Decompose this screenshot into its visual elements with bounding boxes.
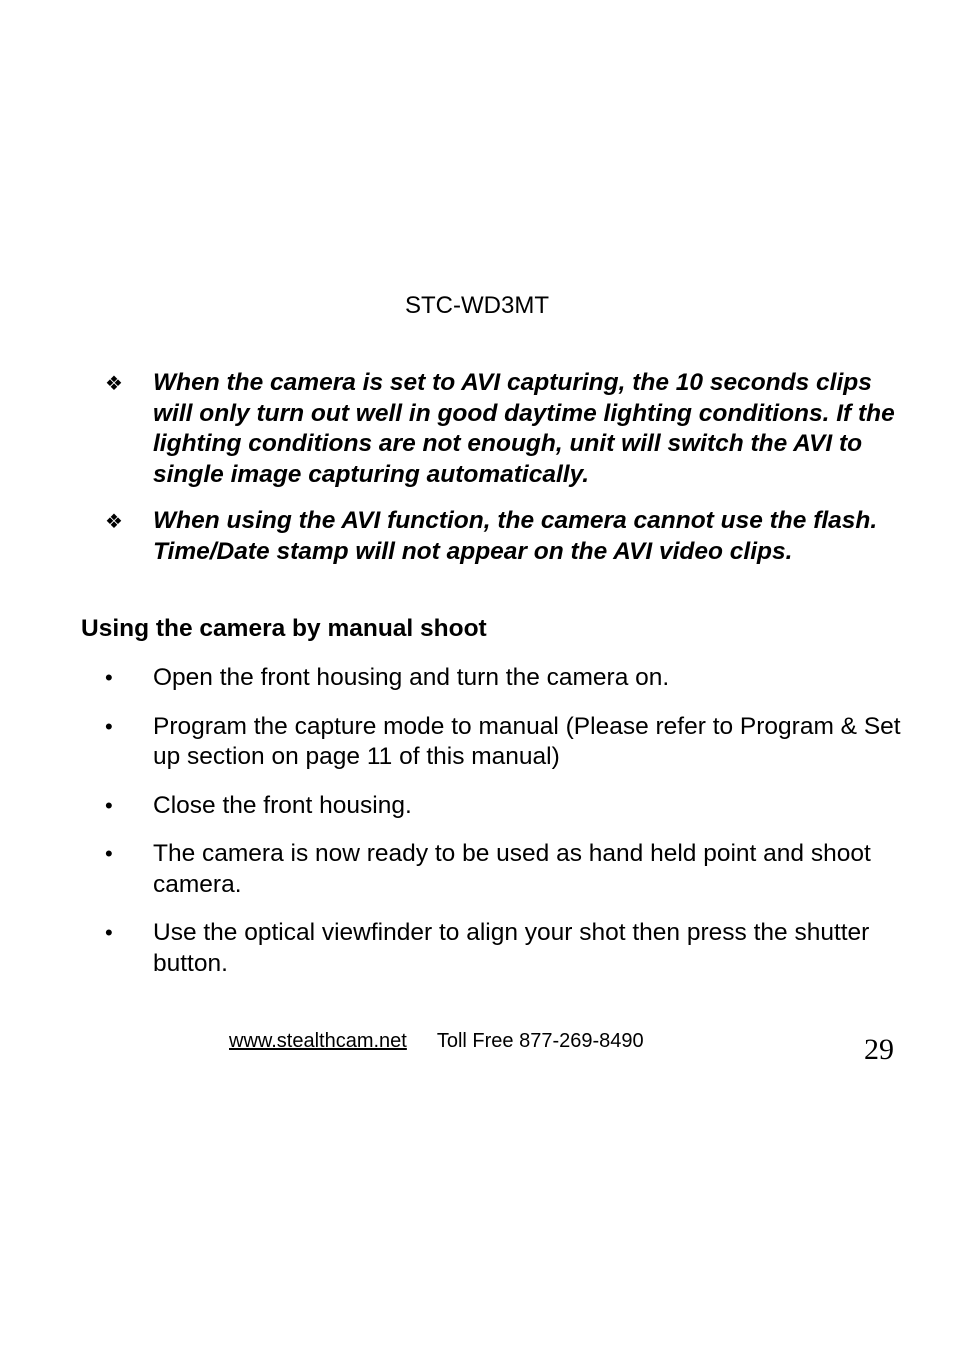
document-header-model: STC-WD3MT xyxy=(405,292,549,319)
toll-free-phone: Toll Free 877-269-8490 xyxy=(436,1030,644,1052)
diamond-bullet-icon: ❖ xyxy=(105,373,123,395)
list-item xyxy=(105,791,905,822)
bullet-icon: • xyxy=(105,841,113,866)
step-text: Close the front housing. xyxy=(153,791,412,819)
page-footer xyxy=(229,1030,644,1053)
list-item xyxy=(105,839,905,900)
list-item xyxy=(105,918,905,979)
note-text: When using the AVI function, the camera cannot use the flash. Time/Date stamp will not appear on the AVI video clips. xyxy=(153,507,878,565)
step-text: Use the optical viewfinder to align your shot then press the shutter button. xyxy=(153,919,870,977)
step-text: Program the capture mode to manual (Please refer to Program & Set up section on page 11 of this manual) xyxy=(153,712,901,770)
list-item xyxy=(105,712,905,773)
bullet-icon: • xyxy=(105,665,113,690)
note-text: When the camera is set to AVI capturing, the 10 seconds clips will only turn out well in good daytime lighting conditions. If the lighting conditions are not enough, unit will switch the AVI to single image capturing automatically. xyxy=(153,369,895,488)
step-text: Open the front housing and turn the camera on. xyxy=(153,664,670,691)
section-heading: Using the camera by manual shoot xyxy=(81,615,487,642)
note-item xyxy=(105,506,905,567)
step-text: The camera is now ready to be used as hand held point and shoot camera. xyxy=(153,840,871,898)
notes-list xyxy=(105,368,905,583)
website-link[interactable]: www.stealthcam.net xyxy=(229,1030,407,1052)
bullet-icon: • xyxy=(105,713,113,739)
bullet-icon: • xyxy=(105,792,113,818)
list-item xyxy=(105,663,905,694)
diamond-bullet-icon: ❖ xyxy=(105,511,123,533)
bullet-icon: • xyxy=(105,920,113,945)
steps-list xyxy=(105,663,905,997)
note-item xyxy=(105,368,905,490)
page-number: 29 xyxy=(864,1033,894,1066)
